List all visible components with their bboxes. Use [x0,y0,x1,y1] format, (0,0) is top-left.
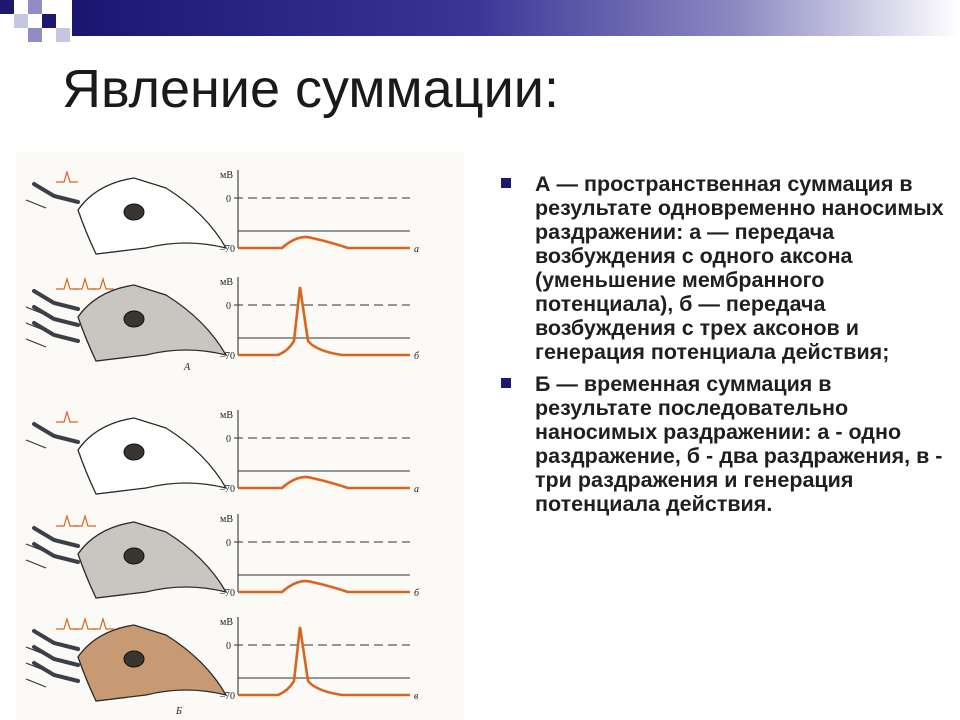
axis-zero-label: 0 [226,194,231,205]
axis-zero-label: 0 [226,301,231,312]
panel-letter-label: а [414,244,419,255]
membrane-potential-trace [238,287,410,355]
axon-terminal [34,528,78,546]
axis-unit-label: мВ [220,514,233,525]
summation-figure [16,152,464,720]
bullet-text: А — пространственная суммация в результате одновременно наносимых раздражении: а — передача возбуждения с одного аксона (уменьшение мембранного потенциала), б — передача возбуждения с трех аксонов и генерация потенциала действия; [535,172,944,364]
stimulus-spike-icon [92,619,114,629]
axon-terminal [34,184,78,202]
neuron-nucleus [124,204,144,220]
axis-zero-label: 0 [226,434,231,445]
axis-rest-label: –70 [220,351,235,362]
stimulus-arrow [26,200,46,208]
axon-terminal [34,424,78,442]
panel-letter-label: в [414,691,419,702]
neuron-nucleus [124,651,144,667]
neuron-nucleus [124,548,144,564]
neuron-nucleus [124,311,144,327]
page-title: Явление суммации: [62,59,559,119]
corner-square-decoration [42,14,56,28]
stimulus-spike-icon [92,279,114,289]
bullet-spatial-summation [496,172,946,364]
axis-rest-label: –70 [220,484,235,495]
membrane-potential-trace [238,627,410,695]
axis-zero-label: 0 [226,641,231,652]
axis-unit-label: мВ [220,170,233,181]
bullet-square-icon [501,178,511,188]
axon-terminal [34,647,78,665]
panel-letter-label: а [414,484,419,495]
bullet-list [496,172,946,524]
stimulus-arrow [26,679,46,687]
stimulus-arrow [26,339,46,347]
stimulus-arrow [26,560,46,568]
axis-rest-label: –70 [220,588,235,599]
corner-square-decoration [28,28,42,42]
neuron-body [78,625,226,701]
axon-terminal [34,291,78,309]
stimulus-arrow [26,440,46,448]
stimulus-spike-icon [74,279,96,289]
membrane-potential-trace [238,477,410,488]
stimulus-spike-icon [56,412,78,422]
axis-rest-label: –70 [220,244,235,255]
bullet-square-icon [501,378,511,388]
group-label-a: А [184,362,191,373]
stimulus-spike-icon [56,172,78,182]
axis-unit-label: мВ [220,410,233,421]
axis-zero-label: 0 [226,538,231,549]
title-bar-gradient [72,0,960,36]
stimulus-spike-icon [74,619,96,629]
neuron-body [78,178,226,254]
corner-square-decoration [14,14,28,28]
membrane-potential-trace [238,237,410,248]
neuron-body [78,285,226,361]
stimulus-spike-icon [56,619,78,629]
axon-terminal [34,323,78,341]
group-label-b: Б [176,706,182,717]
bullet-temporal-summation [496,372,946,516]
axon-terminal [34,663,78,681]
axon-terminal [34,307,78,325]
axon-terminal [34,544,78,562]
corner-square-decoration [0,0,14,14]
corner-square-decoration [28,0,42,14]
bullet-text: Б — временная суммация в результате последовательно наносимых раздражении: а - одно раздражение, б - два раздражения, в - три раздражения и генерация потенциала действия. [535,372,943,516]
membrane-potential-trace [238,581,410,592]
stimulus-spike-icon [56,279,78,289]
axis-unit-label: мВ [220,277,233,288]
stimulus-spike-icon [56,516,78,526]
stimulus-spike-icon [74,516,96,526]
axon-terminal [34,631,78,649]
panel-letter-label: б [414,351,420,362]
neuron-nucleus [124,444,144,460]
neuron-body [78,522,226,598]
neuron-body [78,418,226,494]
corner-square-decoration [56,28,70,42]
panel-letter-label: б [414,588,420,599]
axis-rest-label: –70 [220,691,235,702]
axis-unit-label: мВ [220,617,233,628]
